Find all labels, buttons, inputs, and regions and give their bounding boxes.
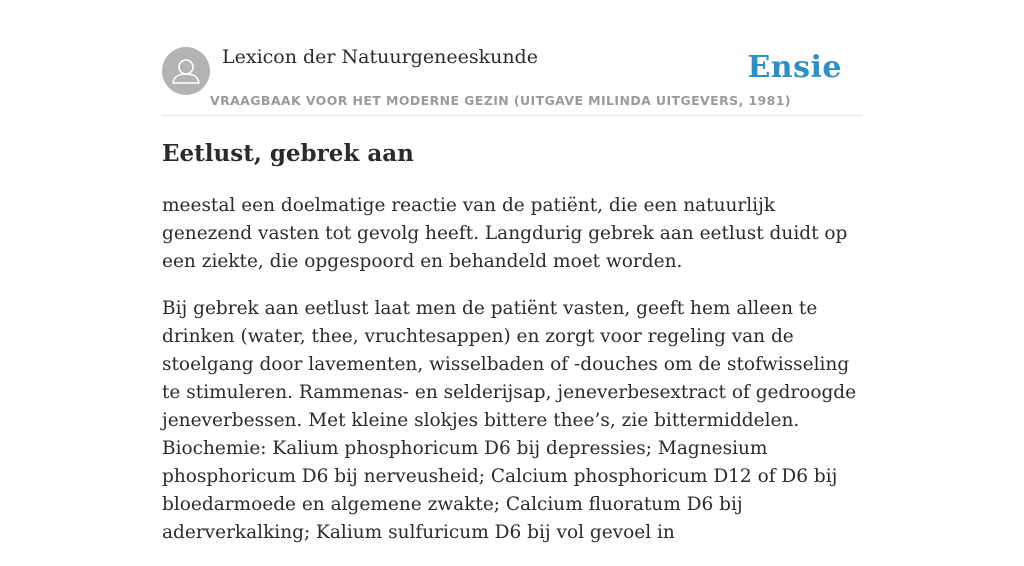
book-subtitle: VRAAGBAAK VOOR HET MODERNE GEZIN (UITGAVE MILINDA UITGEVERS, 1981) bbox=[210, 93, 791, 108]
entry-paragraph: Bij gebrek aan eetlust laat men de patiënt vasten, geeft hem alleen te drinken (water, thee, vruchtesappen) en zorgt voor regeling van de stoelgang door lavementen, wisselbaden of -douches om de stofwisseling te stimuleren. Rammenas- en selderijsap, jeneverbesextract of gedroogde jeneverbessen. Met kleine slokjes bittere thee’s, zie bittermiddelen. Biochemie: Kalium phosphoricum D6 bij depressies; Magnesium phosphoricum D6 bij nerveusheid; Calcium phosphoricum D12 of D6 bij bloedarmoede en algemene zwakte; Calcium fluoratum D6 bij aderverkalking; Kalium sulfuricum D6 bij vol gevoel in bbox=[162, 298, 857, 543]
book-header bbox=[162, 0, 862, 116]
avatar[interactable] bbox=[162, 47, 210, 95]
book-title-link[interactable]: Lexicon der Natuurgeneeskunde bbox=[222, 46, 538, 68]
user-silhouette-icon bbox=[162, 47, 210, 95]
ensie-logo[interactable]: Ensie bbox=[747, 50, 842, 85]
page bbox=[162, 0, 862, 543]
entry-paragraph: meestal een doelmatige reactie van de patiënt, die een natuurlijk genezend vasten tot gevolg heeft. Langdurig gebrek aan eetlust duidt op een ziekte, die opgespoord en behandeld moet worden. bbox=[162, 195, 848, 272]
entry-body bbox=[162, 192, 862, 566]
entry-title: Eetlust, gebrek aan bbox=[162, 140, 414, 167]
